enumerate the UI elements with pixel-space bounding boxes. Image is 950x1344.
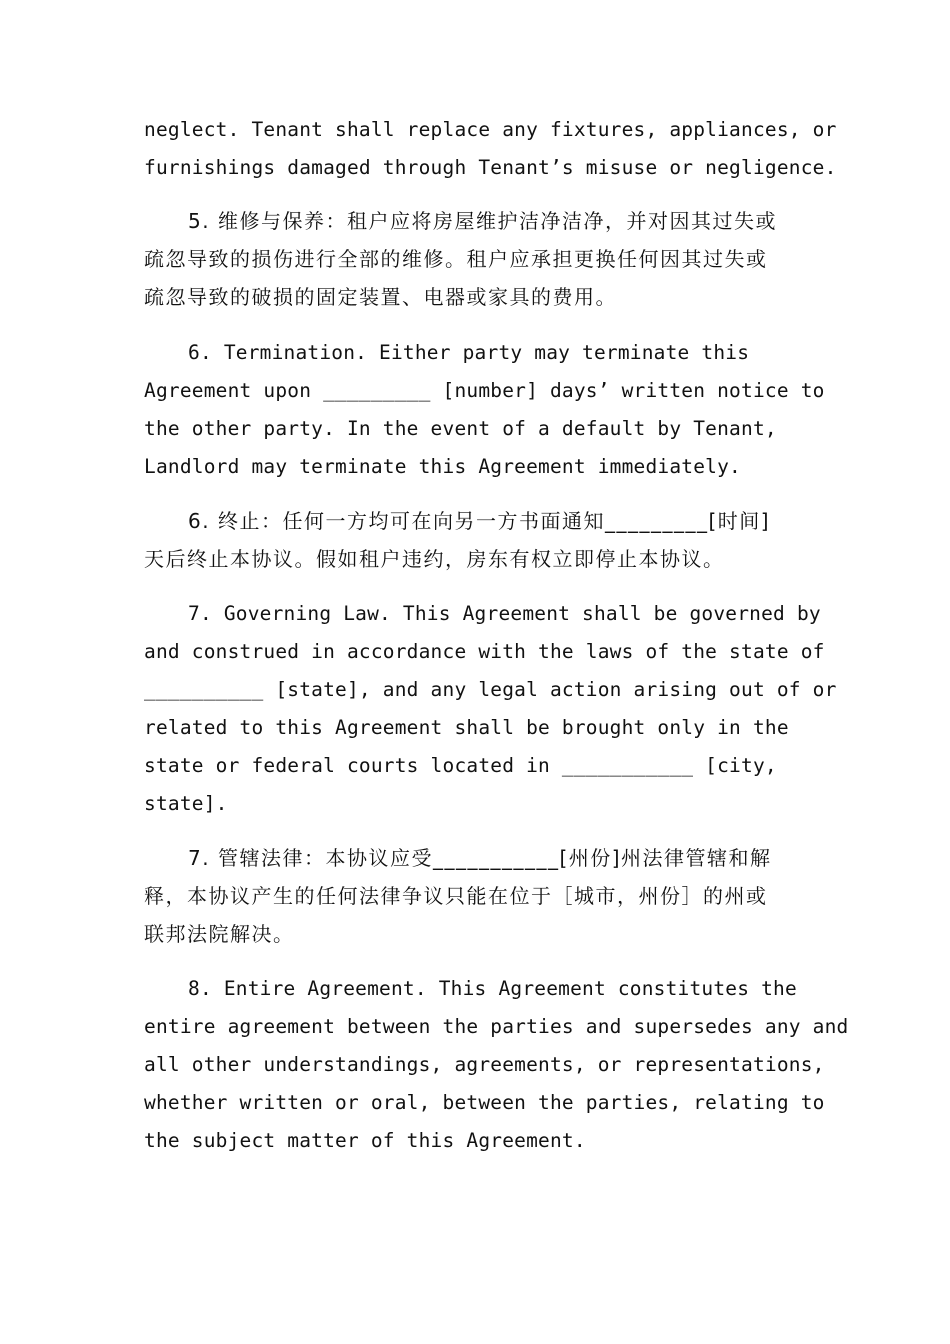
text-line: state or federal courts located in ___________ [city, <box>144 754 777 777</box>
text-line: state]. <box>144 792 228 815</box>
text-line: 疏忽导致的损伤进行全部的维修。租户应承担更换任何因其过失或 <box>144 247 768 271</box>
clause-7-zh-heading: 7. 管辖法律：本协议应受___________[州份]州法律管辖和解 <box>188 846 772 870</box>
text-line: Agreement upon _________ [number] days’ written notice to <box>144 379 825 402</box>
text-line: furnishings damaged through Tenant’s misuse or negligence. <box>144 156 837 179</box>
clause-7-heading: 7. Governing Law. This Agreement shall be governed by <box>188 602 821 625</box>
text-line: Landlord may terminate this Agreement immediately. <box>144 455 741 478</box>
text-line: entire agreement between the parties and supersedes any and <box>144 1015 849 1038</box>
text-line: __________ [state], and any legal action arising out of or <box>144 678 837 701</box>
text-line: and construed in accordance with the laws of the state of <box>144 640 825 663</box>
text-line: 疏忽导致的破损的固定装置、电器或家具的费用。 <box>144 285 617 309</box>
text-line: whether written or oral, between the parties, relating to <box>144 1091 825 1114</box>
text-line: the subject matter of this Agreement. <box>144 1129 586 1152</box>
clause-6-zh-heading: 6. 终止：任何一方均可在向另一方书面通知_________[时间] <box>188 509 771 533</box>
clause-8-heading: 8. Entire Agreement. This Agreement constitutes the <box>188 977 797 1000</box>
text-line: 释，本协议产生的任何法律争议只能在位于［城市，州份］的州或 <box>144 884 768 908</box>
text-line: 天后终止本协议。假如租户违约，房东有权立即停止本协议。 <box>144 547 725 571</box>
clause-5-zh-heading: 5. 维修与保养：租户应将房屋维护洁净洁净，并对因其过失或 <box>188 209 777 233</box>
text-line: related to this Agreement shall be brought only in the <box>144 716 789 739</box>
text-line: 联邦法院解决。 <box>144 922 295 946</box>
text-line: neglect. Tenant shall replace any fixtures, appliances, or <box>144 118 837 141</box>
text-line: all other understandings, agreements, or representations, <box>144 1053 825 1076</box>
clause-6-heading: 6. Termination. Either party may terminate this <box>188 341 750 364</box>
text-line: the other party. In the event of a default by Tenant, <box>144 417 777 440</box>
